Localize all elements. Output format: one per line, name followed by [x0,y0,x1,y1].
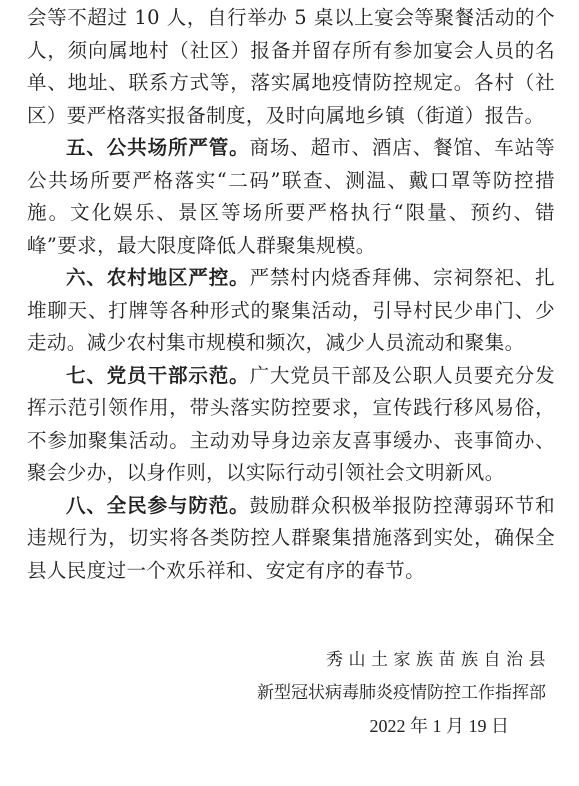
section-heading-8: 八、全民参与防范。 [66,493,250,517]
signature-office: 新型冠状病毒肺炎疫情防控工作指挥部 [257,683,546,703]
section-text-8: 鼓励群众积极举报防控薄弱环节和违规行为，切实将各类防控人群聚集措施落到实处，确保全县人民度过一个欢乐祥和、安定有序的春节。 [27,493,555,582]
section-paragraph-6 [27,262,555,360]
section-heading-5: 五、公共场所严管。 [66,136,250,159]
signature-block [257,644,551,743]
section-paragraph-5 [27,132,555,262]
section-paragraph-7 [27,360,555,490]
section-heading-6: 六、农村地区严控。 [66,266,250,289]
section-heading-7: 七、党员干部示范。 [66,363,250,387]
section-paragraph-8 [27,490,555,588]
signature-county: 秀山土家族苗族自治县 [326,650,551,670]
section-text-6: 严禁村内烧香拜佛、宗祠祭祀、扎堆聊天、打牌等各种形式的聚集活动，引导村民少串门、少走动。减少农村集市规模和频次，减少人员流动和聚集。 [27,266,555,354]
signature-date: 2022 年 1 月 19 日 [369,716,509,736]
continuation-paragraph: 会等不超过 10 人，自行举办 5 桌以上宴会等聚餐活动的个人，须向属地村（社区）报备并留存所有参加宴会人员的名单、地址、联系方式等，落实属地疫情防控规定。各村（社区）要严格落实报备制度，及时向属地乡镇（街道）报告。 [27,6,555,127]
section-text-5: 商场、超市、酒店、餐馆、车站等公共场所要严格落实“二码”联查、测温、戴口罩等防控措施。文化娱乐、景区等场所要严格执行“限量、预约、错峰”要求，最大限度降低人群聚集规模。 [27,136,555,257]
section-text-7: 广大党员干部及公职人员要充分发挥示范引领作用，带头落实防控要求，宣传践行移风易俗，不参加聚集活动。主动劝导身边亲友喜事缓办、丧事简办、聚会少办，以身作则，以实际行动引领社会文明新风。 [27,363,555,484]
document-body [27,2,555,587]
